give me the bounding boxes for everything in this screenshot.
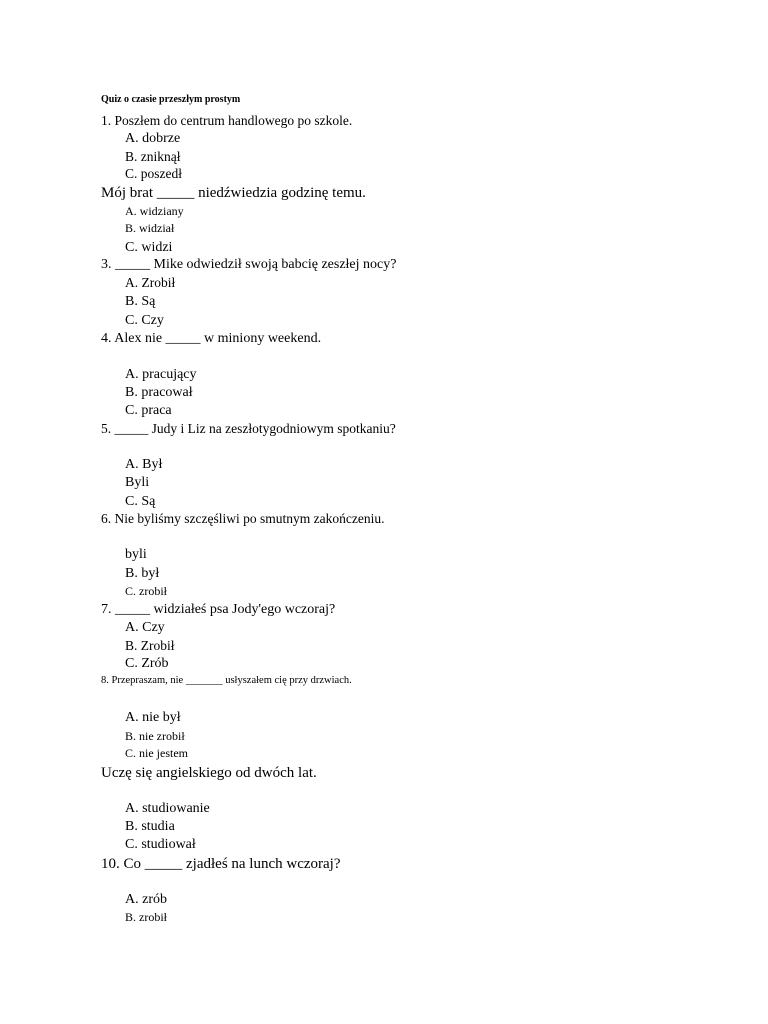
question-10: 10. Co _____ zjadłeś na lunch wczoraj? [101, 856, 341, 872]
q9-option-c: C. studiował [125, 837, 196, 852]
question-5: 5. _____ Judy i Liz na zeszłotygodniowym spotkaniu? [101, 421, 396, 436]
q3-option-b: B. Są [125, 294, 156, 309]
q5-option-b: Byli [125, 475, 150, 490]
question-1: 1. Poszłem do centrum handlowego po szkole. [101, 113, 353, 128]
q4-option-a: A. pracujący [125, 367, 197, 382]
q6-option-a: byli [125, 547, 147, 562]
q5-option-a: A. Był [125, 457, 163, 472]
q5-option-c: C. Są [125, 494, 156, 509]
q3-option-a: A. Zrobił [125, 275, 176, 290]
question-3: 3. _____ Mike odwiedził swoją babcię zeszłej nocy? [101, 257, 397, 272]
q6-option-b: B. był [125, 566, 160, 581]
q7-option-a: A. Czy [125, 620, 165, 635]
q3-option-c: C. Czy [125, 313, 164, 328]
q1-option-b: B. zniknął [125, 149, 181, 164]
q4-option-c: C. praca [125, 403, 172, 418]
q1-option-c: C. poszedł [125, 166, 182, 181]
q2-option-a: A. widziany [125, 204, 184, 218]
question-2: Mój brat _____ niedźwiedzia godzinę temu. [101, 185, 366, 201]
q2-option-c: C. widzi [125, 240, 173, 255]
q8-option-c: C. nie jestem [125, 746, 188, 760]
q9-option-b: B. studia [125, 819, 175, 834]
q8-option-b: B. nie zrobił [125, 729, 185, 743]
q9-option-a: A. studiowanie [125, 801, 210, 816]
q8-option-a: A. nie był [125, 710, 181, 725]
q10-option-b: B. zrobił [125, 910, 167, 924]
q4-option-b: B. pracował [125, 385, 193, 400]
q1-option-a: A. dobrze [125, 131, 181, 146]
question-8: 8. Przepraszam, nie _______ usłyszałem cię przy drzwiach. [101, 675, 352, 686]
q7-option-b: B. Zrobił [125, 638, 175, 653]
q10-option-a: A. zrób [125, 892, 167, 907]
q2-option-b: B. widział [125, 221, 175, 235]
question-6: 6. Nie byliśmy szczęśliwi po smutnym zakończeniu. [101, 511, 385, 526]
question-9: Uczę się angielskiego od dwóch lat. [101, 765, 317, 781]
q7-option-c: C. Zrób [125, 656, 169, 671]
question-7: 7. _____ widziałeś psa Jody'ego wczoraj? [101, 602, 336, 617]
quiz-title: Quiz o czasie przeszłym prostym [101, 94, 241, 105]
q6-option-c: C. zrobił [125, 584, 167, 598]
question-4: 4. Alex nie _____ w miniony weekend. [101, 331, 322, 346]
